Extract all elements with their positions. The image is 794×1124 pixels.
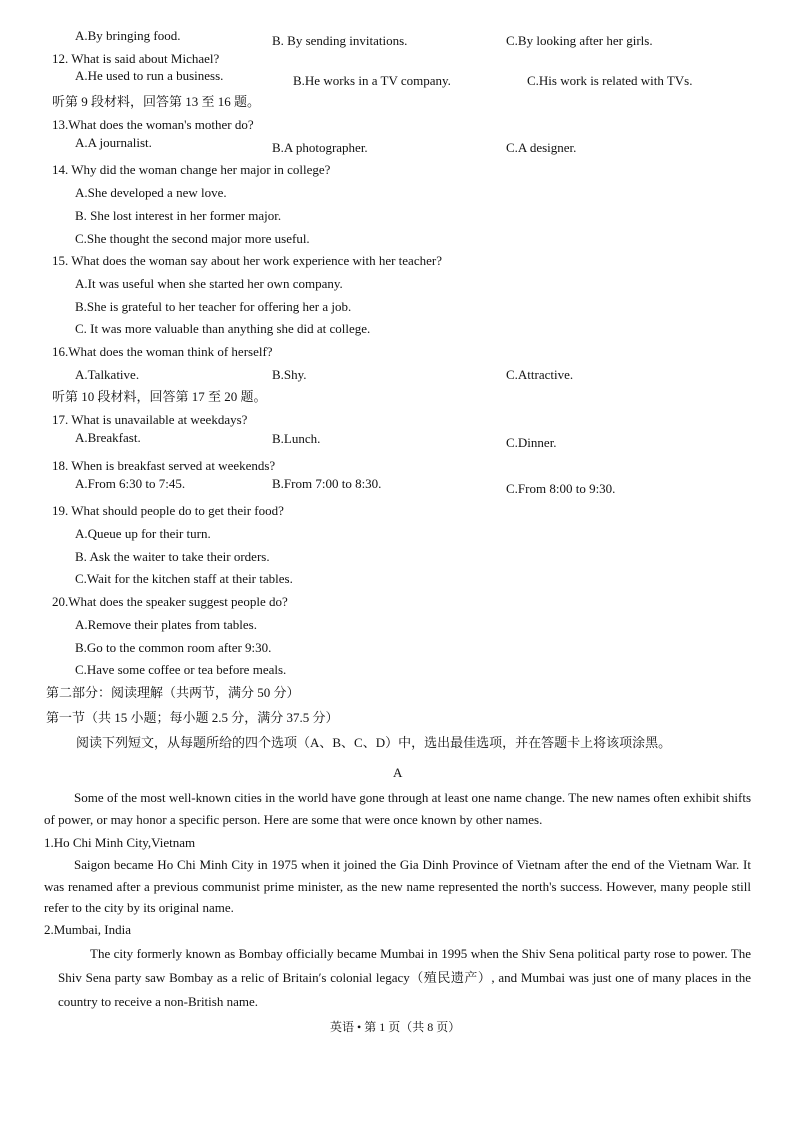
q20-option-b: B.Go to the common room after 9:30. [75, 640, 272, 655]
q11-option-c: C.By looking after her girls. [506, 33, 653, 48]
city-2-heading: 2.Mumbai, India [44, 922, 132, 937]
city-1-heading: 1.Ho Chi Minh City,Vietnam [44, 835, 196, 850]
q17-option-c: C.Dinner. [506, 435, 557, 450]
city-2-paragraph: The city formerly known as Bombay officially became Mumbai in 1995 when the Shiv Sena political party rose to power. The Shiv Sena party saw Bombay as a relic of Britain′s colonial legacy（殖民遗产）, and Mumbai was just one of many places in the country to receive a non-British name. [58, 946, 751, 1009]
q11-option-b: B. By sending invitations. [272, 33, 408, 48]
q15-option-c: C. It was more valuable than anything she did at college. [75, 321, 371, 336]
q18-option-b: B.From 7:00 to 8:30. [272, 476, 382, 491]
q18-stem: 18. When is breakfast served at weekends? [52, 458, 276, 473]
section-1-heading: 第一节（共 15 小题；每小题 2.5 分，满分 37.5 分） [46, 710, 339, 725]
city-1-paragraph: Saigon became Ho Chi Minh City in 1975 when it joined the Gia Dinh Province of Vietnam after the end of the Vietnam War. It was renamed after a previous communist prime minister, as the new name represented the north's success. However, many people still refer to the city by its original name. [44, 857, 751, 915]
q19-option-b: B. Ask the waiter to take their orders. [75, 549, 270, 564]
q13-option-b: B.A photographer. [272, 140, 368, 155]
passage-intro: Some of the most well-known cities in the world have gone through at least one name change. The new names often exhibit shifts of power, or may honor a specific person. Here are some that were once known by other names. [44, 790, 751, 827]
q20-option-a: A.Remove their plates from tables. [75, 617, 257, 632]
reading-instruction: 阅读下列短文，从每题所给的四个选项（A、B、C、D）中，选出最佳选项，并在答题卡上将该项涂黑。 [76, 735, 672, 750]
q11-option-a: A.By bringing food. [75, 28, 181, 43]
q15-option-a: A.It was useful when she started her own company. [75, 276, 343, 291]
q12-stem: 12. What is said about Michael? [52, 51, 220, 66]
passage-label: A [393, 765, 403, 780]
q20-option-c: C.Have some coffee or tea before meals. [75, 662, 287, 677]
q14-option-c: C.She thought the second major more useful. [75, 231, 310, 246]
q12-option-c: C.His work is related with TVs. [527, 73, 693, 88]
q16-option-b: B.Shy. [272, 367, 307, 382]
section-10-heading: 听第 10 段材料，回答第 17 至 20 题。 [52, 389, 267, 404]
q14-option-a: A.She developed a new love. [75, 185, 227, 200]
q20-stem: 20.What does the speaker suggest people do? [52, 594, 288, 609]
q13-stem: 13.What does the woman's mother do? [52, 117, 254, 132]
q18-option-c: C.From 8:00 to 9:30. [506, 481, 616, 496]
q12-option-a: A.He used to run a business. [75, 68, 224, 83]
q16-option-a: A.Talkative. [75, 367, 140, 382]
q16-stem: 16.What does the woman think of herself? [52, 344, 273, 359]
q17-option-a: A.Breakfast. [75, 430, 141, 445]
q19-option-c: C.Wait for the kitchen staff at their tables. [75, 571, 293, 586]
q15-option-b: B.She is grateful to her teacher for offering her a job. [75, 299, 352, 314]
q13-option-a: A.A journalist. [75, 135, 152, 150]
q12-option-b: B.He works in a TV company. [293, 73, 451, 88]
q19-option-a: A.Queue up for their turn. [75, 526, 211, 541]
q17-stem: 17. What is unavailable at weekdays? [52, 412, 248, 427]
q16-option-c: C.Attractive. [506, 367, 574, 382]
q15-stem: 15. What does the woman say about her work experience with her teacher? [52, 253, 442, 268]
q13-option-c: C.A designer. [506, 140, 577, 155]
q17-option-b: B.Lunch. [272, 431, 321, 446]
q18-option-a: A.From 6:30 to 7:45. [75, 476, 186, 491]
q19-stem: 19. What should people do to get their food? [52, 503, 284, 518]
part-2-heading: 第二部分：阅读理解（共两节，满分 50 分） [46, 685, 300, 700]
q14-option-b: B. She lost interest in her former major. [75, 208, 282, 223]
q14-stem: 14. Why did the woman change her major in college? [52, 162, 331, 177]
section-9-heading: 听第 9 段材料，回答第 13 至 16 题。 [52, 94, 261, 109]
page-footer: 英语 • 第 1 页（共 8 页） [330, 1020, 461, 1034]
